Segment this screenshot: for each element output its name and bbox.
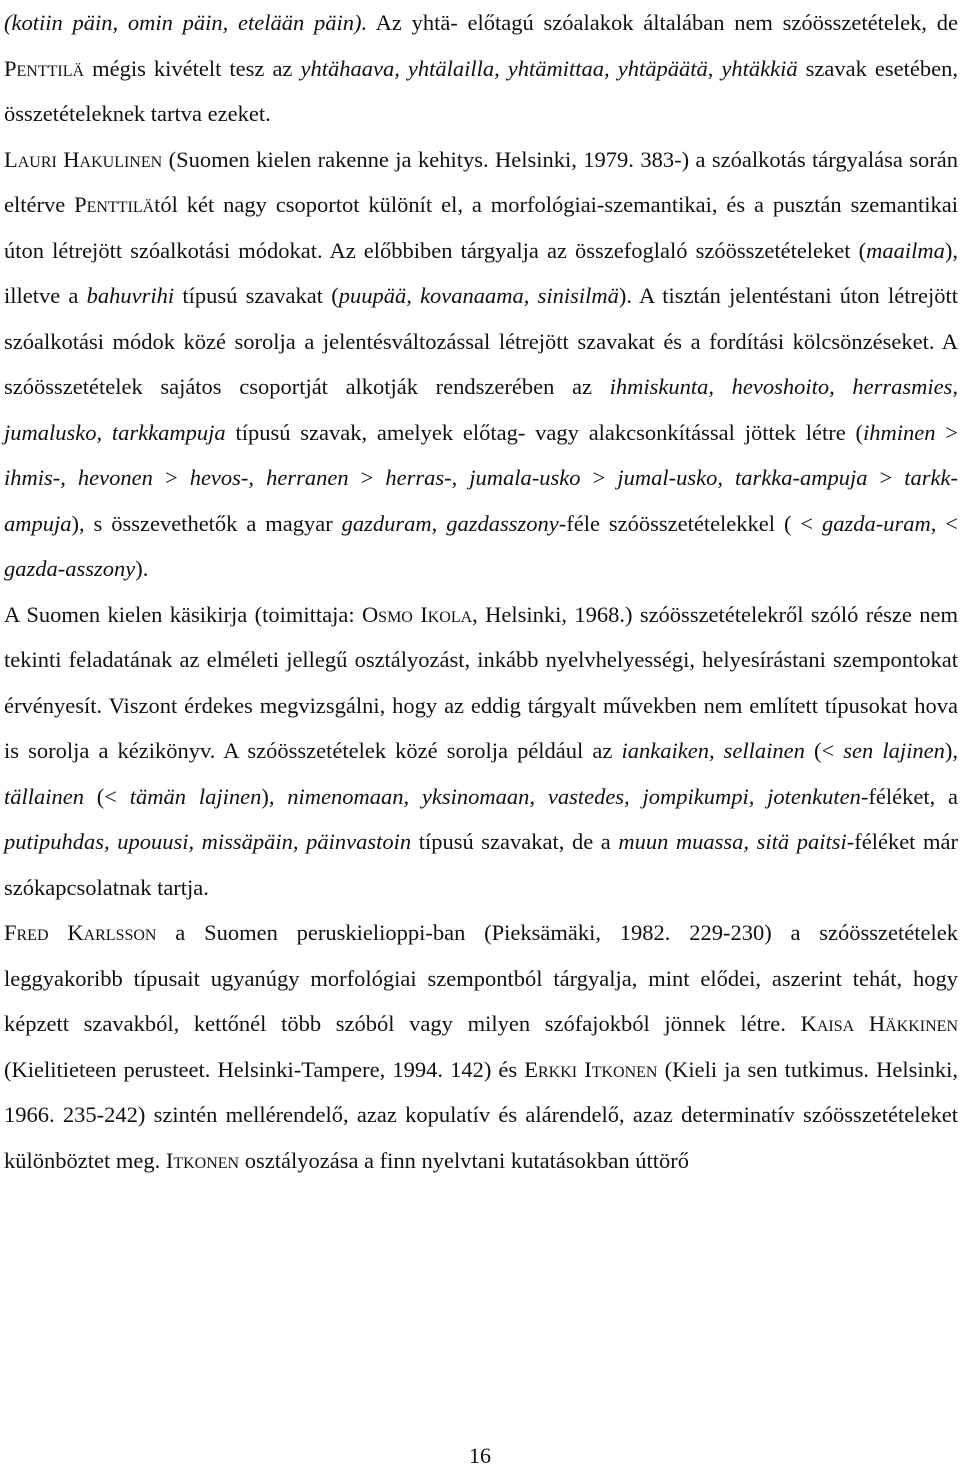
italic-text: gazda-uram [821,510,931,536]
document-body [4,0,958,1183]
text-segment: tól két nagy csoportot különít el, a morfológiai-szemantikai, és a pusztán szemantikai úton létrejött szóalkotási módokat. Az előbbiben tárgyalja az összefoglaló szóösszetételeket ( [4,192,958,263]
italic-text: bahuvrihi [86,283,175,308]
italic-text: gazduram, gazdasszony [341,510,559,536]
text-segment: A Suomen kielen käsikirja (toimittaja: [4,601,362,627]
italic-text: putipuhdas, upouusi, missäpäin, päinvastoin [4,829,412,854]
italic-text: herras-, jumala-usko [385,465,581,490]
paragraph-4 [4,910,958,1183]
italic-text: yhtähaava, yhtälailla, yhtämittaa, yhtäpäätä, yhtäkkiä [300,55,798,81]
text-segment: (Kieli ja sen tutkimus. Helsinki, 1966. 235-242) szintén mellérendelő, azaz kopulatív és alárendelő, azaz determinatív szóösszetételeket különböztet meg. [4,1056,958,1173]
text-segment: osztályozása a finn nyelvtani kutatásokban úttörő [239,1147,689,1173]
paragraph-2 [4,137,958,592]
text-segment: (< [804,738,844,763]
author-name: Lauri Hakulinen [4,146,163,172]
paragraph-3 [4,592,958,911]
paragraph-1 [4,0,958,137]
text-segment: (Suomen kielen rakenne ja kehitys. Helsinki, 1979. 383-) a szóalkotás tárgyalása során eltérve [4,146,958,217]
italic-text: puupää, kovanaama, sinisilmä [338,283,619,308]
italic-text: muun muassa, sitä paitsi [618,829,847,854]
italic-text: ihmis-, hevonen [4,465,153,490]
text-segment: ), [261,783,288,809]
text-segment: Az yhtä- előtagú szóalakok általában nem szóösszetételek, de [367,10,958,35]
text-segment: ). A tisztán jelentéstani úton létrejött szóalkotási módok közé sorolja a jelentésváltozással létrejött szavakat és a fordítási kölcsönzéseket. A szóösszetételek sajátos csoportját alkotják rendszerében az [4,283,958,399]
page-number: 16 [469,1443,491,1468]
italic-text: iankaiken, sellainen [621,738,805,763]
text-segment: , Helsinki, 1968.) szóösszetételekről szóló része nem tekinti feladatának az elméleti jellegű osztályozást, inkább nyelvhelyességi, helyesírástani szempontokat érvényesít. Viszont érdekes megvizsgálni, hogy az eddig tárgyalt művekben nem említett típusokat hova is sorolja a kézikönyv. A szóösszetételek közé sorolja például az [4,601,958,763]
text-segment: -féle szóösszetételekkel ( < [558,510,822,536]
italic-text: ihminen [863,419,936,445]
text-segment: > [152,465,190,490]
author-name: Erkki Itkonen [524,1056,658,1082]
text-segment: ), illetve a [4,237,958,308]
italic-text: tällainen [4,783,84,809]
author-name: Osmo Ikola [361,601,473,627]
text-segment: > [348,465,386,490]
italic-text: tämän lajinen [129,783,262,809]
italic-text: sen lajinen [843,738,945,763]
text-segment: szavak esetében, összetételeknek tartva ezeket. [4,55,958,126]
author-name: Penttilä [74,192,155,217]
author-name: Itkonen [165,1147,240,1173]
author-name: Penttilä [4,55,85,81]
italic-text: (kotiin päin, omin päin, etelään päin). [4,10,368,35]
text-segment: -féléket, a [860,783,958,809]
text-segment: a Suomen peruskielioppi-ban (Pieksämäki, 1982. 229-230) a szóösszetételek leggyakoribb típusait ugyanúgy morfológiai szempontból tárgyalja, mint elődei, aszerint tehát, hogy képzett szavakból, kettőnél több szóból vagy milyen szófajokból jönnek létre. [4,920,958,1036]
text-segment: (< [84,783,130,809]
italic-text: tarkk-ampuja [4,465,958,536]
author-name: Fred Karlsson [4,920,157,945]
text-segment: ). [135,556,149,581]
text-segment: > [867,465,905,490]
text-segment: ), s összevethetők a magyar [71,510,342,536]
text-segment: -féléket már szókapcsolatnak tartja. [4,829,958,900]
text-segment: , < [930,510,958,536]
italic-text: maailma [866,237,945,263]
author-name: Kaisa Häkkinen [800,1011,958,1036]
italic-text: ihmiskunta, hevoshoito, herrasmies, jumalusko, tarkkampuja [4,374,959,445]
italic-text: nimenomaan, yksinomaan, vastedes, jompikumpi, jotenkuten [287,783,861,809]
text-segment: > [935,419,958,445]
text-segment: ), [944,738,959,763]
text-segment: típusú szavakat ( [174,283,339,308]
text-segment: típusú szavak, amelyek előtag- vagy alakcsonkítással jöttek létre ( [225,419,863,445]
italic-text: jumal-usko, tarkka-ampuja [617,465,868,490]
italic-text: hevos-, herranen [189,465,349,490]
text-segment: (Kielitieteen perusteet. Helsinki-Tampere, 1994. 142) és [4,1056,525,1082]
text-segment: > [580,465,618,490]
text-segment: típusú szavakat, de a [411,829,619,854]
text-segment: mégis kivételt tesz az [84,55,301,81]
italic-text: gazda-asszony [4,556,136,581]
